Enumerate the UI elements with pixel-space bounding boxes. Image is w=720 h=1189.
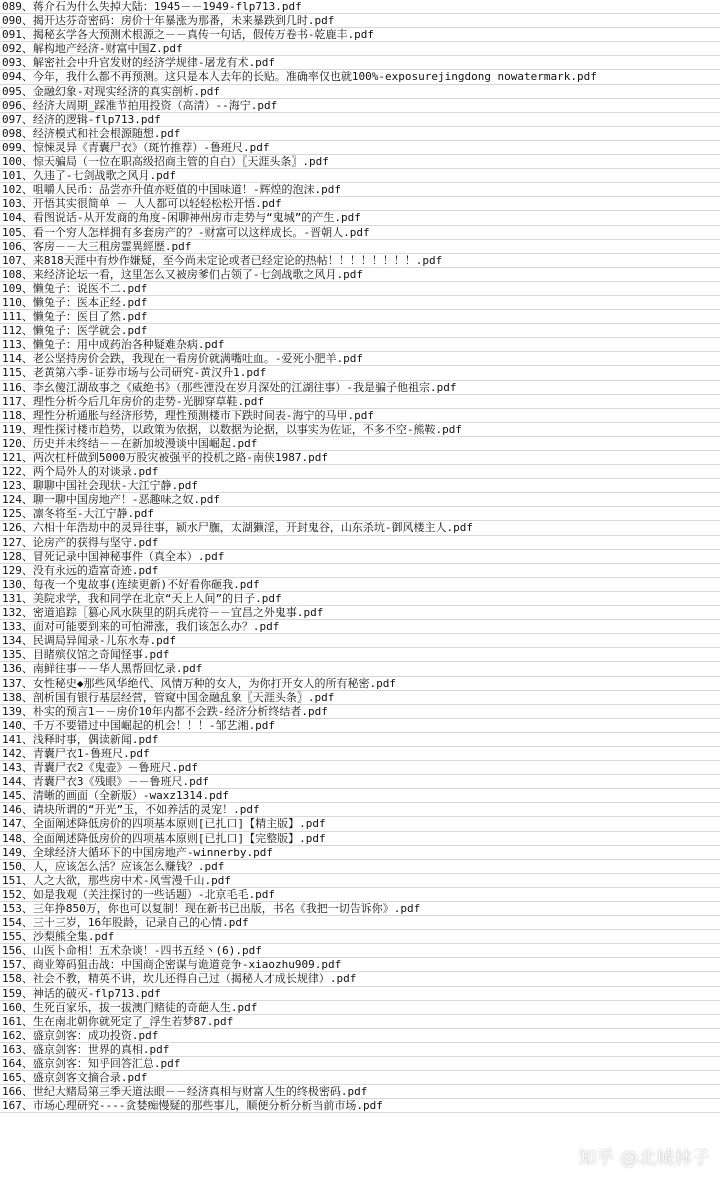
file-list-item: 096、经济大周期_踩准节拍用投资（高清）--海宁.pdf — [0, 99, 720, 113]
file-list-item: 121、两次杠杆做到5000万股灾被强平的投机之路-南侠1987.pdf — [0, 451, 720, 465]
file-list-item: 145、清晰的画面（全新版）-waxz1314.pdf — [0, 789, 720, 803]
file-list-item: 129、没有永远的造富奇迹.pdf — [0, 564, 720, 578]
file-list-item: 150、人，应该怎么活？应该怎么赚钱？.pdf — [0, 860, 720, 874]
file-list-item: 127、论房产的获得与坚守.pdf — [0, 536, 720, 550]
file-list-item: 107、来818天涯中有炒作嫌疑，至今尚未定论或者已经定论的热帖！！！！！！！！.pdf — [0, 254, 720, 268]
file-list-item: 155、沙梨熊全集.pdf — [0, 930, 720, 944]
file-list-item: 105、看一个穷人怎样拥有多套房产的？-财富可以这样成长。-晋朝人.pdf — [0, 226, 720, 240]
file-list-item: 161、生在南北朝你就死定了_浮生若梦87.pdf — [0, 1015, 720, 1029]
file-list-item: 123、聊聊中国社会现状-大江宁静.pdf — [0, 479, 720, 493]
file-list-item: 115、老黄第六季-证券市场与公司研究-黄汉升1.pdf — [0, 366, 720, 380]
file-list-item: 141、浅释时事，偶读新闻.pdf — [0, 733, 720, 747]
file-list-item: 162、盛京剑客：成功投资.pdf — [0, 1029, 720, 1043]
file-list-item: 103、开悟其实很简单 － 人人都可以轻轻松松开悟.pdf — [0, 197, 720, 211]
file-list-item: 110、懒兔子：医本正经.pdf — [0, 296, 720, 310]
file-list-item: 122、两个局外人的对谈录.pdf — [0, 465, 720, 479]
file-list-item: 098、经济模式和社会根源随想.pdf — [0, 127, 720, 141]
file-list-item: 112、懒兔子：医学就会.pdf — [0, 324, 720, 338]
file-list-item: 151、人之大欲，那些房中术-风雪漫千山.pdf — [0, 874, 720, 888]
file-list-item: 149、全球经济大循环下的中国房地产-winnerby.pdf — [0, 846, 720, 860]
file-list-item: 166、世纪大赌局第三季天道法眼－－经济真相与财富人生的终极密码.pdf — [0, 1085, 720, 1099]
file-list-item: 097、经济的逻辑-flp713.pdf — [0, 113, 720, 127]
file-list-item: 102、咀嚼人民币：品尝亦升值亦贬值的中国味道！-辉煌的泡沫.pdf — [0, 183, 720, 197]
file-list-item: 093、解密社会中升官发财的经济学规律-屠龙有术.pdf — [0, 56, 720, 70]
file-list-item: 139、朴实的预言1－－房价10年内都不会跌-经济分析终结者.pdf — [0, 705, 720, 719]
file-list-item: 125、凛冬将至-大江宁静.pdf — [0, 507, 720, 521]
zhihu-watermark: 知乎 @北城林子 — [578, 1148, 710, 1169]
file-list-item: 156、山医卜命相！五术杂谈！-四书五经丶(6).pdf — [0, 944, 720, 958]
file-list-item: 089、蒋介石为什么失掉大陆：1945－－1949-flp713.pdf — [0, 0, 720, 14]
file-list-item: 108、来经济论坛一看，这里怎么又被房爹们占领了-七剑战歌之风月.pdf — [0, 268, 720, 282]
file-list-item: 154、三十三岁，16年股龄，记录自己的心情.pdf — [0, 916, 720, 930]
file-list-item: 143、青囊尸衣2《鬼壶》－鲁班尺.pdf — [0, 761, 720, 775]
file-list-item: 109、懒兔子：说医不二.pdf — [0, 282, 720, 296]
file-list-item: 104、看图说话-从开发商的角度-闲聊神州房市走势与“鬼城”的产生.pdf — [0, 211, 720, 225]
file-list-item: 101、久违了-七剑战歌之风月.pdf — [0, 169, 720, 183]
file-list-item: 148、全面阐述降低房价的四项基本原则[已扎口]【完整版】.pdf — [0, 832, 720, 846]
file-list-item: 128、冒死记录中国神秘事件（真全本）.pdf — [0, 550, 720, 564]
file-list-item: 091、揭秘玄学各大预测术根源之－－真传一句话，假传万卷书-乾鹿丰.pdf — [0, 28, 720, 42]
file-list-item: 126、六相十年浩劫中的灵异往事，颍水尸膴，太湖獭淫，开封鬼谷，山东杀坑-御风楼主人.pdf — [0, 521, 720, 535]
file-list-item: 134、民调局异闻录-儿东水寿.pdf — [0, 634, 720, 648]
file-list-item: 133、面对可能要到来的可怕滞涨，我们该怎么办？.pdf — [0, 620, 720, 634]
file-list-item: 167、市场心理研究----贪婪痴慢疑的那些事儿，顺便分析分析当前市场.pdf — [0, 1099, 720, 1113]
file-list-item: 114、老公坚持房价会跌，我现在一看房价就满嘴吐血。-爱死小肥羊.pdf — [0, 352, 720, 366]
file-list-item: 094、今年，我什么都不再预测。这只是本人去年的长贴。准确率仅也就100%-exposurejingdong nowatermark.pdf — [0, 70, 720, 84]
file-list-item: 163、盛京剑客：世界的真相.pdf — [0, 1043, 720, 1057]
file-list-item: 120、历史并未终结－－在新加坡漫谈中国崛起.pdf — [0, 437, 720, 451]
file-list-item: 092、解构地产经济-财富中国Z.pdf — [0, 42, 720, 56]
file-list-item: 152、如是我观（关注探讨的一些话题）-北京毛毛.pdf — [0, 888, 720, 902]
file-list-item: 159、神话的破灭-flp713.pdf — [0, 987, 720, 1001]
file-list-item: 124、聊一聊中国房地产！-恶趣味之奴.pdf — [0, 493, 720, 507]
file-list-item: 119、理性探讨楼市趋势，以政策为依据，以数据为论据，以事实为佐证，不多不空-熊鞍.pdf — [0, 423, 720, 437]
file-list-item: 140、千万不要错过中国崛起的机会！！！-邹艺湘.pdf — [0, 719, 720, 733]
file-list-item: 158、社会不教，精英不讲，坎儿还得自己过（揭秘人才成长规律）.pdf — [0, 972, 720, 986]
file-list-item: 135、目睹殡仪馆之奇闻怪事.pdf — [0, 648, 720, 662]
file-list-item: 164、盛京剑客：知乎回答汇总.pdf — [0, 1057, 720, 1071]
file-list-item: 138、剖析国有银行基层经营，管窥中国金融乱象〖天涯头条〗.pdf — [0, 691, 720, 705]
file-list-item: 100、惊天骗局（一位在职高级招商主管的自白）〖天涯头条〗.pdf — [0, 155, 720, 169]
file-list-item: 147、全面阐述降低房价的四项基本原则[已扎口]【精主版】.pdf — [0, 817, 720, 831]
file-list-item: 113、懒兔子：用中成药治各种疑难杂病.pdf — [0, 338, 720, 352]
file-list-item: 157、商业筹码狙击战：中国商企密谋与诡道竞争-xiaozhu909.pdf — [0, 958, 720, 972]
file-list-item: 132、密道追踪［篡心风水陕里的阴兵虎符－－宜昌之外鬼事.pdf — [0, 606, 720, 620]
file-list-item: 137、女性秘史◆那些风华绝代、风情万种的女人，为你打开女人的所有秘密.pdf — [0, 677, 720, 691]
file-list-item: 165、盛京剑客文摘合录.pdf — [0, 1071, 720, 1085]
file-list-item: 146、请块所谓的“开光”玉，不如养活的灵宠！.pdf — [0, 803, 720, 817]
file-list-item: 130、每夜一个鬼故事(连续更新)不好看你砸我.pdf — [0, 578, 720, 592]
file-list-item: 106、客房－－大三租房霊異經歴.pdf — [0, 240, 720, 254]
file-list-item: 118、理性分析通胀与经济形势，理性预测楼市下跌时间表-海宁的马甲.pdf — [0, 409, 720, 423]
file-list-item: 142、青囊尸衣1-鲁班尺.pdf — [0, 747, 720, 761]
file-list-item: 095、金融幻象-对现实经济的真实剖析.pdf — [0, 85, 720, 99]
file-list-item: 160、生死百家乐，拔一拔澳门赌徒的奇葩人生.pdf — [0, 1001, 720, 1015]
file-list-item: 116、李幺傻江湖故事之《威绝书》（那些湮没在岁月深处的江湖往事）-我是骗子他祖宗.pdf — [0, 381, 720, 395]
file-list-item: 136、南鲜往事－－华人黑帮回忆录.pdf — [0, 662, 720, 676]
file-list-item: 153、三年挣850万，你也可以复制！现在新书已出版，书名《我把一切告诉你》.pdf — [0, 902, 720, 916]
file-list-item: 111、懒兔子：医目了然.pdf — [0, 310, 720, 324]
file-list-item: 144、青囊尸衣3《残眼》－－鲁班尺.pdf — [0, 775, 720, 789]
file-list-item: 090、揭开达芬奇密码：房价十年暴涨为那番，未来暴跌到几时.pdf — [0, 14, 720, 28]
file-list-item: 099、惊悚灵异《青囊尸衣》（斑竹推荐）-鲁班尺.pdf — [0, 141, 720, 155]
file-list-item: 131、美院求学，我和同学在北京“天上人间”的日子.pdf — [0, 592, 720, 606]
file-list-item: 117、理性分析今后几年房价的走势-光脚穿草鞋.pdf — [0, 395, 720, 409]
